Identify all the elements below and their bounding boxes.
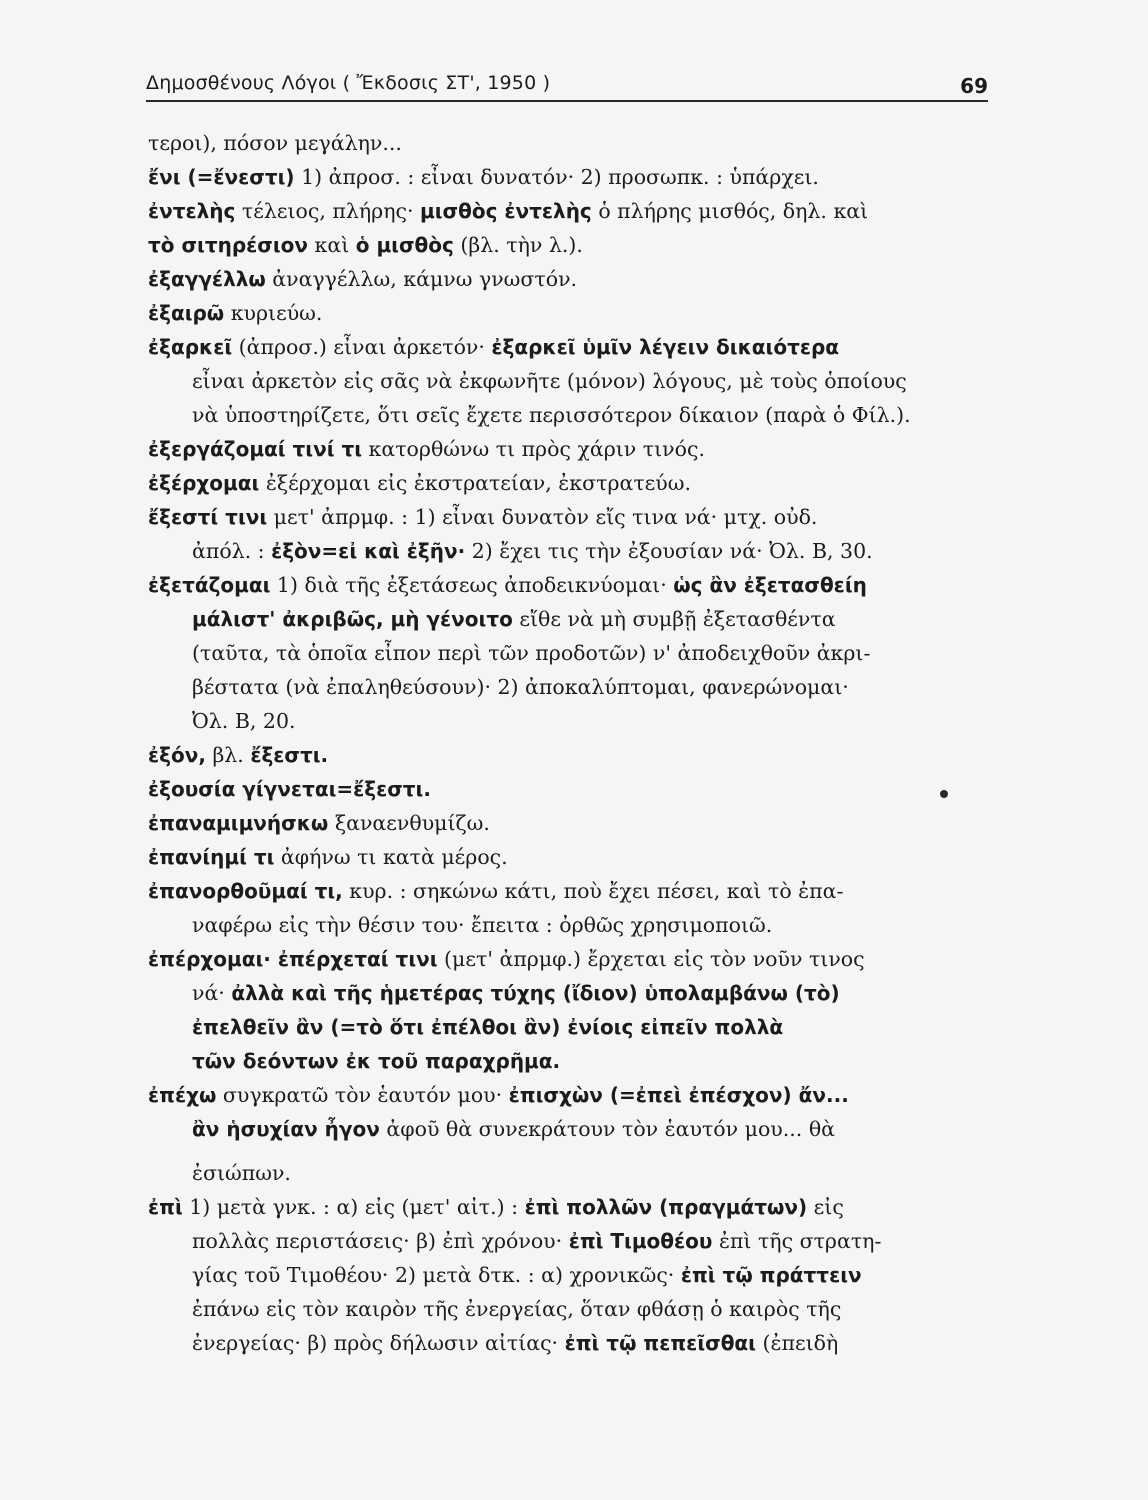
gloss-text: ἐσιώπων. bbox=[192, 1161, 291, 1185]
headword: ἐξετάζομαι bbox=[148, 573, 271, 597]
glossary-line bbox=[148, 840, 990, 874]
gloss-text: νά· bbox=[192, 981, 232, 1005]
glossary-line bbox=[148, 160, 990, 194]
gloss-text: 2) ἔχει τις τὴν ἐξουσίαν νά· Ὀλ. Β, 30. bbox=[465, 539, 873, 563]
headword: ἔξεστι. bbox=[250, 743, 329, 767]
glossary-line bbox=[148, 704, 990, 738]
glossary-line bbox=[148, 942, 990, 976]
glossary-line bbox=[148, 1044, 990, 1078]
gloss-text: συγκρατῶ τὸν ἑαυτόν μου· bbox=[216, 1083, 509, 1107]
gloss-text: ἀπόλ. : bbox=[192, 539, 272, 563]
glossary-line bbox=[148, 1190, 990, 1224]
glossary-line bbox=[148, 772, 990, 806]
glossary-line bbox=[148, 398, 990, 432]
gloss-text: εἴθε νὰ μὴ συμβῇ ἐξετασθέντα bbox=[512, 607, 836, 631]
headword: ἐπανορθοῦμαί τι, bbox=[148, 879, 343, 903]
glossary-line bbox=[148, 1224, 990, 1258]
headword: ἐπὶ Τιμοθέου bbox=[568, 1229, 713, 1253]
gloss-text: μετ' ἀπρμφ. : 1) εἶναι δυνατὸν εἴς τινα νά· μτχ. οὐδ. bbox=[267, 505, 818, 529]
running-title: Δημοσθένους Λόγοι ( Ἔκδοσις ΣΤ', 1950 ) bbox=[146, 72, 551, 94]
glossary-line bbox=[148, 1292, 990, 1326]
glossary-body bbox=[148, 126, 990, 1360]
glossary-line bbox=[148, 806, 990, 840]
gloss-text: βέστατα (νὰ ἐπαληθεύσουν)· 2) ἀποκαλύπτομαι, φανερώνομαι· bbox=[192, 675, 849, 699]
glossary-line bbox=[148, 568, 990, 602]
gloss-text: βλ. bbox=[205, 743, 251, 767]
glossary-line bbox=[148, 500, 990, 534]
headword: ἐπελθεῖν ἂν (=τὸ ὅτι ἐπέλθοι ἂν) ἐνίοις εἰπεῖν πολλὰ bbox=[192, 1015, 784, 1039]
gloss-text: τεροι), πόσον μεγάλην... bbox=[148, 131, 402, 155]
gloss-text: 1) ἀπροσ. : εἶναι δυνατόν· 2) προσωπκ. : ὑπάρχει. bbox=[294, 165, 819, 189]
gloss-text: ἐπὶ τῆς στρατη- bbox=[712, 1229, 882, 1253]
page-number: 69 bbox=[960, 74, 988, 98]
glossary-line bbox=[148, 194, 990, 228]
gloss-text: ἀναγγέλλω, κάμνω γνωστόν. bbox=[265, 267, 578, 291]
headword: ἐπὶ πολλῶν (πραγμάτων) bbox=[524, 1195, 808, 1219]
glossary-line bbox=[148, 330, 990, 364]
glossary-line bbox=[148, 874, 990, 908]
gloss-text: (μετ' ἀπρμφ.) ἔρχεται εἰς τὸν νοῦν τινος bbox=[437, 947, 865, 971]
headword: ἔνι (=ἔνεστι) bbox=[148, 165, 295, 189]
headword: ἐπὶ τῷ πεπεῖσθαι bbox=[564, 1331, 756, 1355]
headword: τῶν δεόντων ἐκ τοῦ παραχρῆμα. bbox=[192, 1049, 561, 1073]
gloss-text: (ἀπροσ.) εἶναι ἀρκετόν· bbox=[232, 335, 492, 359]
gloss-text: κατορθώνω τι πρὸς χάριν τινός. bbox=[362, 437, 705, 461]
gloss-text: (ταῦτα, τὰ ὁποῖα εἶπον περὶ τῶν προδοτῶν) ν' ἀποδειχθοῦν ἀκρι- bbox=[192, 641, 871, 665]
headword: ἐξεργάζομαί τινί τι bbox=[148, 437, 363, 461]
spacer bbox=[148, 1146, 990, 1156]
glossary-line bbox=[148, 1156, 990, 1190]
gloss-text: ἐξέρχομαι εἰς ἐκστρατείαν, ἐκστρατεύω. bbox=[259, 471, 691, 495]
headword: ὁ μισθὸς bbox=[355, 233, 454, 257]
headword: τὸ σιτηρέσιον bbox=[148, 233, 309, 257]
glossary-line bbox=[148, 534, 990, 568]
glossary-line bbox=[148, 1326, 990, 1360]
headword: ἐξουσία γίγνεται=ἔξεστι. bbox=[148, 777, 431, 801]
glossary-line bbox=[148, 296, 990, 330]
headword: ἐξαρκεῖ bbox=[148, 335, 233, 359]
headword: ἐξέρχομαι bbox=[148, 471, 260, 495]
headword: ἐξόν, bbox=[148, 743, 206, 767]
headword: ἐπέρχομαι· ἐπέρχεταί τινι bbox=[148, 947, 438, 971]
headword: ἀλλὰ καὶ τῆς ἡμετέρας τύχης (ἴδιον) ὑπολαμβάνω (τὸ) bbox=[231, 981, 840, 1005]
gloss-text: 1) μετὰ γνκ. : α) εἰς (μετ' αἰτ.) : bbox=[182, 1195, 525, 1219]
gloss-text: κυριεύω. bbox=[224, 301, 323, 325]
gloss-text: τέλειος, πλήρης· bbox=[235, 199, 420, 223]
gloss-text: νὰ ὑποστηρίζετε, ὅτι σεῖς ἔχετε περισσότερον δίκαιον (παρὰ ὁ Φίλ.). bbox=[192, 403, 911, 427]
headword: ἐξαγγέλλω bbox=[148, 267, 266, 291]
glossary-line bbox=[148, 1078, 990, 1112]
headword: μάλιστ' ἀκριβῶς, μὴ γένοιτο bbox=[192, 607, 513, 631]
gloss-text: ἐπάνω εἰς τὸν καιρὸν τῆς ἐνεργείας, ὅταν φθάσῃ ὁ καιρὸς τῆς bbox=[192, 1297, 842, 1321]
glossary-line bbox=[148, 228, 990, 262]
gloss-text: (βλ. τὴν λ.). bbox=[453, 233, 583, 257]
glossary-line bbox=[148, 126, 990, 160]
glossary-line bbox=[148, 262, 990, 296]
glossary-line bbox=[148, 1010, 990, 1044]
gloss-text: ἀφοῦ θὰ συνεκράτουν τὸν ἑαυτόν μου... θὰ bbox=[379, 1117, 836, 1141]
headword: μισθὸς ἐντελὴς bbox=[420, 199, 592, 223]
running-header bbox=[146, 66, 988, 102]
glossary-line bbox=[148, 466, 990, 500]
glossary-line bbox=[148, 1258, 990, 1292]
glossary-line bbox=[148, 738, 990, 772]
headword: ἐξὸν=εἰ καὶ ἐξῆν· bbox=[271, 539, 466, 563]
glossary-line bbox=[148, 364, 990, 398]
glossary-line bbox=[148, 602, 990, 636]
glossary-line bbox=[148, 670, 990, 704]
gloss-text: κυρ. : σηκώνω κάτι, ποὺ ἔχει πέσει, καὶ τὸ ἐπα- bbox=[342, 879, 844, 903]
gloss-text: (ἐπειδὴ bbox=[755, 1331, 839, 1355]
headword: ἐπαναμιμνήσκω bbox=[148, 811, 329, 835]
glossary-line bbox=[148, 432, 990, 466]
gloss-text: ἐνεργείας· β) πρὸς δήλωσιν αἰτίας· bbox=[192, 1331, 565, 1355]
headword: ἐπὶ τῷ πράττειν bbox=[680, 1263, 862, 1287]
headword: ἂν ἡσυχίαν ἦγον bbox=[192, 1117, 380, 1141]
glossary-line bbox=[148, 636, 990, 670]
gloss-text: εἶναι ἀρκετὸν εἰς σᾶς νὰ ἐκφωνῆτε (μόνον) λόγους, μὲ τοὺς ὁποίους bbox=[192, 369, 907, 393]
gloss-text: ὁ πλήρης μισθός, δηλ. καὶ bbox=[591, 199, 869, 223]
gloss-text: 1) διὰ τῆς ἐξετάσεως ἀποδεικνύομαι· bbox=[270, 573, 674, 597]
gloss-text: ναφέρω εἰς τὴν θέσιν του· ἔπειτα : ὀρθῶς χρησιμοποιῶ. bbox=[192, 913, 773, 937]
ink-dot bbox=[940, 790, 948, 798]
gloss-text: εἰς bbox=[807, 1195, 844, 1219]
headword: ἔξεστί τινι bbox=[148, 505, 268, 529]
gloss-text: πολλὰς περιστάσεις· β) ἐπὶ χρόνου· bbox=[192, 1229, 569, 1253]
headword: ἐπέχω bbox=[148, 1083, 217, 1107]
headword: ἐξαιρῶ bbox=[148, 301, 225, 325]
gloss-text: γίας τοῦ Τιμοθέου· 2) μετὰ δτκ. : α) χρονικῶς· bbox=[192, 1263, 681, 1287]
gloss-text: ἀφήνω τι κατὰ μέρος. bbox=[274, 845, 508, 869]
glossary-line bbox=[148, 976, 990, 1010]
headword: ἐπὶ bbox=[148, 1195, 183, 1219]
glossary-line bbox=[148, 1112, 990, 1146]
headword: ὡς ἂν ἐξετασθείη bbox=[673, 573, 867, 597]
gloss-text: ξαναενθυμίζω. bbox=[328, 811, 490, 835]
glossary-line bbox=[148, 908, 990, 942]
headword: ἐπανίημί τι bbox=[148, 845, 275, 869]
headword: ἐντελὴς bbox=[148, 199, 236, 223]
headword: ἐπισχὼν (=ἐπεὶ ἐπέσχον) ἄν... bbox=[508, 1083, 849, 1107]
gloss-text: Ὀλ. Β, 20. bbox=[192, 709, 296, 733]
headword: ἐξαρκεῖ ὑμῖν λέγειν δικαιότερα bbox=[491, 335, 840, 359]
gloss-text: καὶ bbox=[308, 233, 356, 257]
